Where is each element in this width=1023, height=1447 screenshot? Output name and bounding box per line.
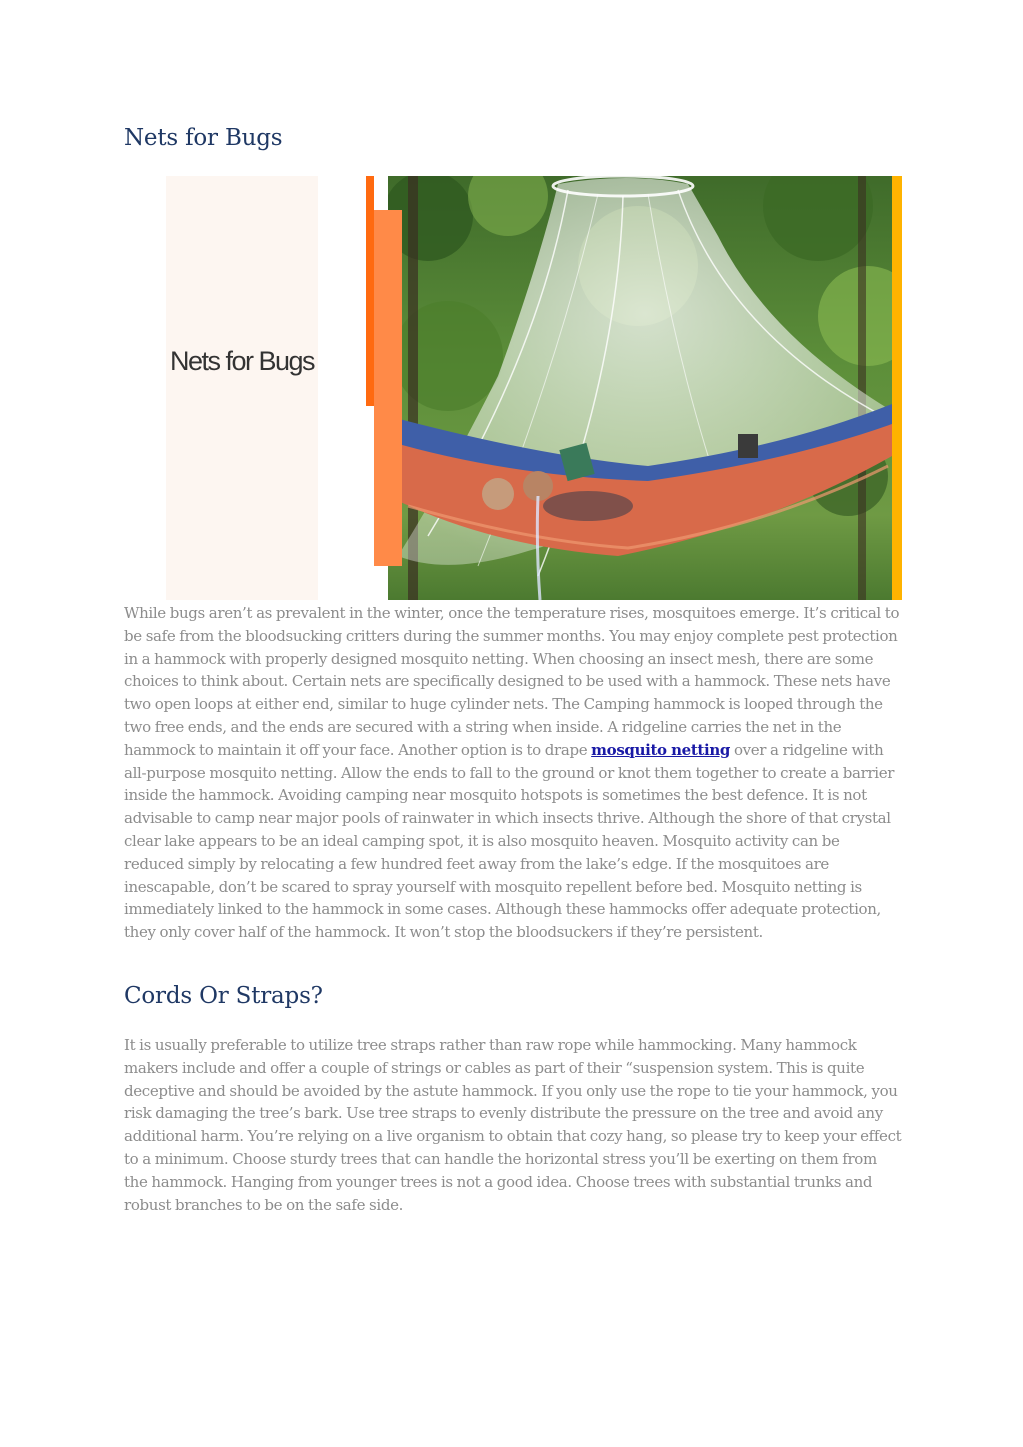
section-heading-nets-for-bugs: Nets for Bugs — [124, 125, 283, 151]
mosquito-netting-link[interactable]: mosquito netting — [591, 740, 731, 759]
paragraph-text-before-link: While bugs aren’t as prevalent in the winter, once the temperature rises, mosquitoes emerge. It’s critical to be safe from the bloodsucking critters during the summer months. You may enjoy complete pest protection in a hammock with properly designed mosquito netting. When choosing an insect mesh, there are some choices to think about. Certain nets are specifically designed to be used with a hammock. These nets have two open loops at either end, similar to huge cylinder nets. The Camping hammock is looped through the two free ends, and the ends are secured with a string when inside. A ridgeline carries the net in the hammock to maintain it off your face. Another option is to drape — [124, 604, 900, 759]
hammock-mosquito-net-photo — [388, 176, 892, 600]
figure-accent-bar-gold — [892, 176, 902, 600]
nets-for-bugs-figure — [166, 176, 902, 600]
cords-or-straps-paragraph: It is usually preferable to utilize tree straps rather than raw rope while hammocking. Many hammock makers include and offer a couple of strings or cables as part of their “suspension system. This is quite deceptive and should be avoided by the astute hammock. If you only use the rope to tie your hammock, you risk damaging the tree’s bark. Use tree straps to evenly distribute the pressure on the tree and avoid any additional harm. You’re relying on a live organism to obtain that cozy hang, so please try to keep your effect to a minimum. Choose sturdy trees that can handle the horizontal stress you’ll be exerting on them from the hammock. Hanging from younger trees is not a good idea. Choose trees with substantial trunks and robust branches to be on the safe side. — [124, 1036, 902, 1214]
figure-title-card — [166, 176, 318, 600]
figure-accent-bar-dark — [366, 176, 374, 406]
nets-for-bugs-paragraph — [124, 602, 902, 944]
paragraph-text-after-link: over a ridgeline with all-purpose mosquito netting. Allow the ends to fall to the ground or knot them together to create a barrier inside the hammock. Avoiding camping near mosquito hotspots is sometimes the best defence. It is not advisable to camp near major pools of rainwater in which insects thrive. Although the shore of that crystal clear lake appears to be an ideal camping spot, it is also mosquito heaven. Mosquito activity can be reduced simply by relocating a few hundred feet away from the lake’s edge. If the mosquitoes are inescapable, don’t be scared to spray yourself with mosquito repellent before bed. Mosquito netting is immediately linked to the hammock in some cases. Although these hammocks offer adequate protection, they only cover half of the hammock. It won’t stop the bloodsuckers if they’re persistent. — [124, 740, 895, 942]
figure-accent-bar-light — [374, 210, 402, 566]
figure-title-card-text: Nets for Bugs — [169, 346, 315, 376]
section-heading-cords-or-straps: Cords Or Straps? — [124, 983, 323, 1009]
